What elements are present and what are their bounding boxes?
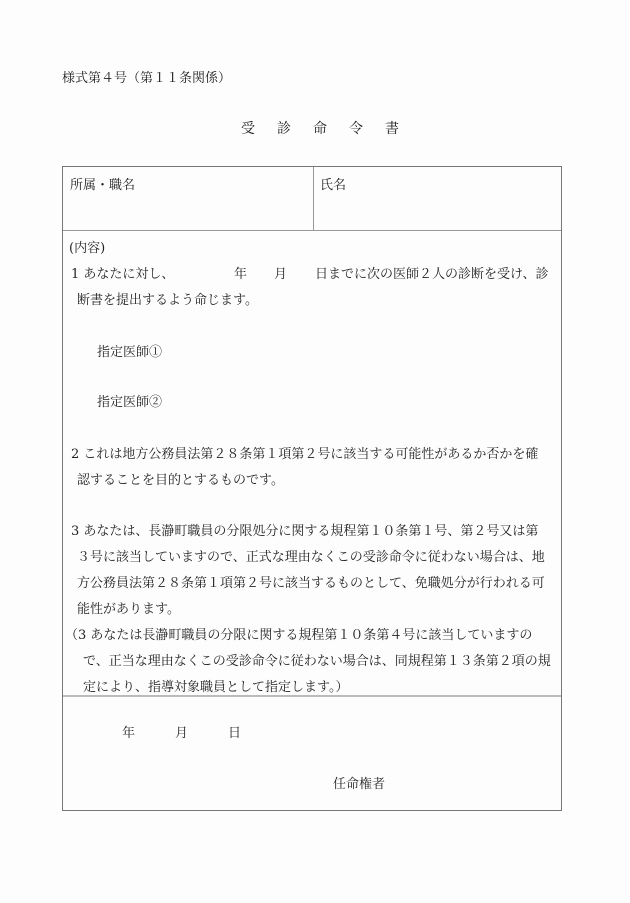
item3-line2: ３号に該当していますので、正式な理由なくこの受診命令に従わない場合は、地 (77, 550, 545, 565)
form-number: 様式第４号（第１１条関係） (62, 71, 232, 86)
designated-doctor-1: 指定医師① (97, 345, 163, 360)
item3-alt-line1: （3 あなたは長瀞町職員の分限に関する規程第１０条第４号に該当していますの (65, 628, 533, 643)
item1-line2: 断書を提出するよう命じます。 (77, 293, 258, 308)
affiliation-name-row (63, 167, 561, 231)
item3-alt-line2: で、正当な理由なくこの受診命令に従わない場合は、同規程第１３条第２項の規 (83, 654, 551, 669)
footer-year: 年 (122, 726, 136, 741)
footer-month: 月 (175, 726, 189, 741)
name-label: 氏名 (320, 178, 347, 193)
item3-alt-line3: 定により、指導対象職員として指定します。） (83, 680, 349, 695)
item2-line1: 2 これは地方公務員法第２８条第１項第２号に該当する可能性があるか否かを確 (71, 447, 539, 462)
footer-divider (63, 695, 561, 697)
item2-line2: 認することを目的とするものです。 (77, 473, 284, 488)
designated-doctor-2: 指定医師② (97, 395, 163, 410)
item1-month: 月 (274, 267, 288, 282)
item1-line1-prefix: 1 あなたに対し、 (71, 267, 175, 282)
order-form-table (62, 166, 562, 811)
item1-line1-suffix: 日までに次の医師２人の診断を受け、診 (315, 267, 549, 282)
appointing-authority: 任命権者 (333, 777, 386, 792)
item1-year: 年 (234, 267, 248, 282)
item3-line3: 方公務員法第２８条第１項第２号に該当するものとして、免職処分が行われる可 (77, 576, 545, 591)
affiliation-label: 所属・職名 (70, 178, 136, 193)
footer-day: 日 (228, 726, 242, 741)
document-title: 受診命令書 (241, 121, 421, 137)
content-label: (内容) (69, 241, 106, 256)
column-divider (313, 167, 314, 230)
item3-line1: 3 あなたは、長瀞町職員の分限処分に関する規程第１０条第１号、第２号又は第 (71, 524, 539, 539)
item3-line4: 能性があります。 (77, 602, 180, 617)
